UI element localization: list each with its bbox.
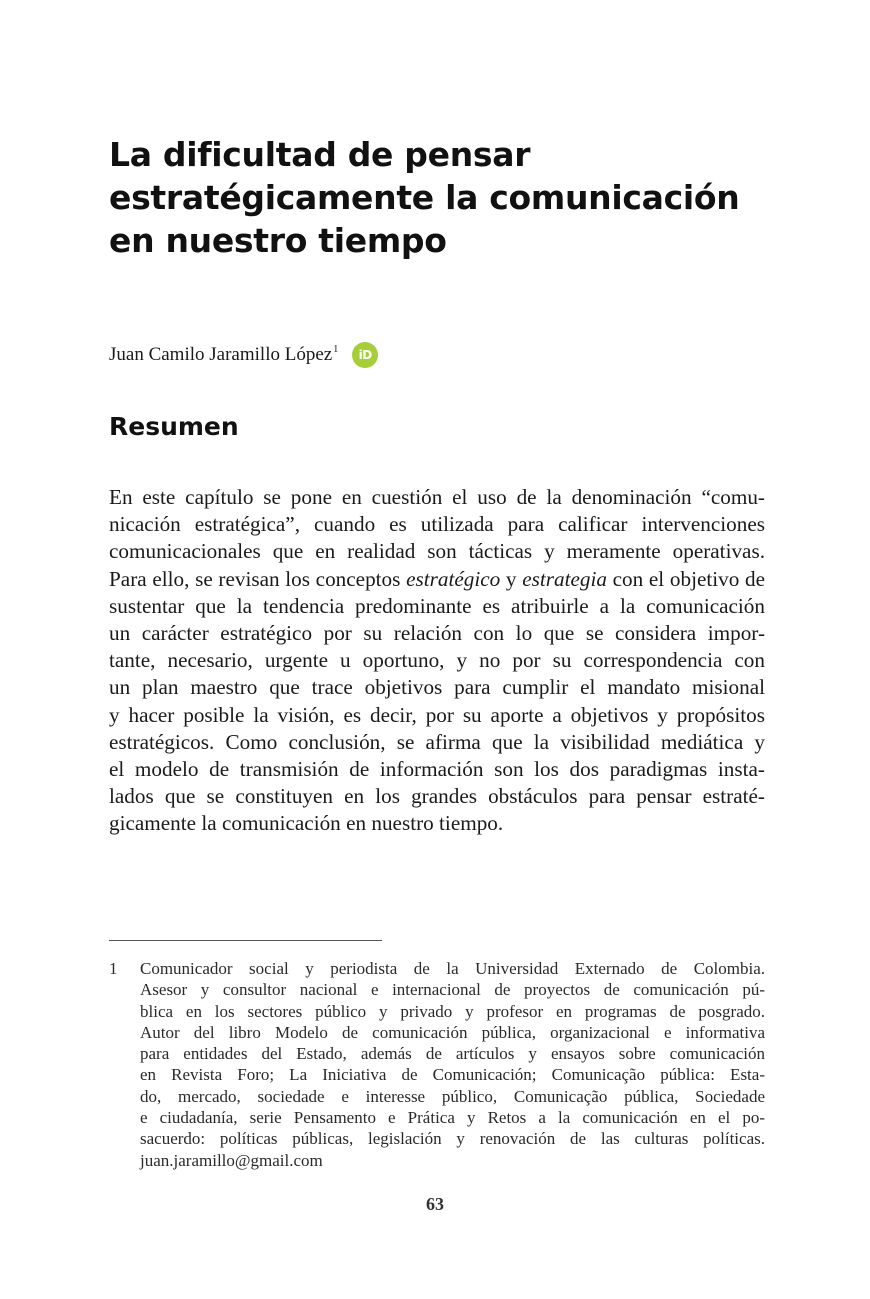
abstract-line: comunicacionales que en realidad son tácticas y meramente operativas.	[109, 539, 765, 564]
footnote-line: para entidades del Estado, además de artículos y ensayos sobre comunicación	[140, 1044, 765, 1064]
abstract-line: En este capítulo se pone en cuestión el uso de la denominación “comu-	[109, 485, 765, 509]
abstract-line: estratégicos. Como conclusión, se afirma que la visibilidad mediática y	[109, 729, 765, 754]
footnote-email[interactable]: juan.jaramillo@gmail.com	[140, 1150, 323, 1170]
abstract-line: un carácter estratégico por su relación con lo que se considera impor-	[109, 620, 765, 645]
abstract-line: un plan maestro que trace objetivos para cumplir el mandato misional	[109, 675, 765, 700]
footnote-line: e ciudadanía, serie Pensamento e Prática y Retos a la comunicación en el po-	[140, 1108, 765, 1128]
abstract-line: lados que se constituyen en los grandes obstáculos para pensar estraté-	[109, 784, 765, 809]
footnote-line: sacuerdo: políticas públicas, legislación y renovación de las culturas políticas.	[140, 1129, 765, 1149]
abstract-text: Para ello, se revisan los conceptos	[109, 566, 407, 591]
abstract-line	[109, 566, 765, 593]
footnote-body	[140, 958, 765, 1171]
author-name-text: Juan Camilo Jaramillo López	[109, 344, 333, 365]
abstract-line: sustentar que la tendencia predominante es atribuirle a la comunicación	[109, 593, 765, 618]
abstract-line: el modelo de transmisión de información son los dos paradigmas insta-	[109, 756, 765, 781]
page-number: 63	[426, 1194, 444, 1214]
abstract-line: gicamente la comunicación en nuestro tiempo.	[109, 811, 504, 836]
chapter-title	[109, 133, 789, 262]
author-byline	[109, 340, 378, 370]
footnote-number: 1	[109, 959, 118, 978]
abstract-line: tante, necesario, urgente u oportuno, y no por su correspondencia con	[109, 648, 765, 673]
orcid-label: iD	[358, 348, 372, 362]
abstract-heading: Resumen	[109, 412, 239, 441]
footnote-line: en Revista Foro; La Iniciativa de Comunicación; Comunicação pública: Esta-	[140, 1065, 765, 1085]
abstract-paragraph	[109, 484, 765, 837]
abstract-text: con el objetivo de	[606, 566, 765, 591]
footnote-line: Comunicador social y periodista de la Universidad Externado de Colombia.	[140, 959, 765, 978]
title-line: La dificultad de pensar	[109, 135, 531, 174]
footnote-divider	[109, 940, 382, 941]
orcid-icon[interactable]	[352, 342, 378, 368]
footnote-line: blica en los sectores público y privado y profesor en programas de posgrado.	[140, 1001, 765, 1021]
footnote-line: Autor del libro Modelo de comunicación pública, organizacional e informativa	[140, 1022, 765, 1042]
abstract-line: y hacer posible la visión, es decir, por su aporte a objetivos y propósitos	[109, 702, 765, 727]
footnote-line: Asesor y consultor nacional e internacional de proyectos de comunicación pú-	[140, 980, 765, 1000]
abstract-text: y	[500, 566, 523, 591]
abstract-emphasis-estrategia: estrategia	[522, 566, 607, 591]
author-name	[109, 344, 338, 366]
title-line: en nuestro tiempo	[109, 221, 447, 260]
title-line: estratégicamente la comunicación	[109, 178, 740, 217]
author-footnote-marker[interactable]: 1	[333, 344, 339, 355]
abstract-line: nicación estratégica”, cuando es utilizada para calificar intervenciones	[109, 512, 765, 537]
abstract-emphasis-estrategico: estratégico	[406, 566, 501, 591]
footnote-line: do, mercado, sociedade e interesse público, Comunicação pública, Sociedade	[140, 1086, 765, 1106]
